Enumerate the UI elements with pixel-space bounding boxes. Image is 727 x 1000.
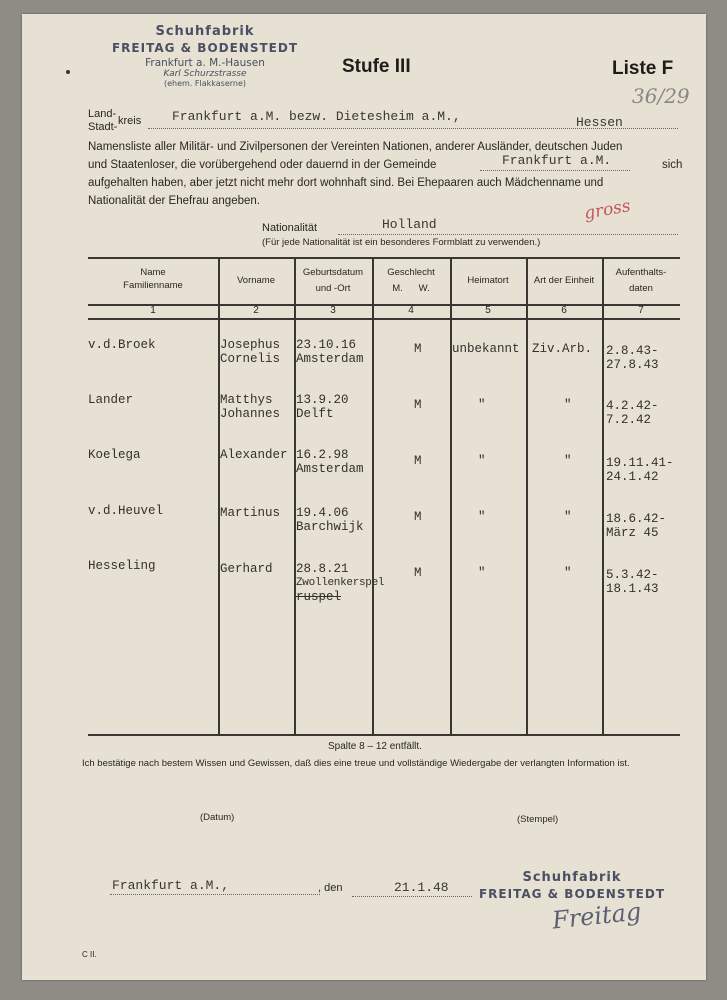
row-2-sex: M [414, 398, 422, 412]
row-3-dat-2: 24.1.42 [606, 470, 659, 484]
date-value: 21.1.48 [394, 880, 449, 895]
header-name-l2: Familienname [123, 280, 183, 291]
row-4-dat-1: 18.6.42- [606, 512, 667, 526]
row-3-geb-1: 16.2.98 [296, 448, 349, 462]
header-vorname-l1: Vorname [236, 275, 276, 286]
row-4-geb-1: 19.4.06 [296, 506, 349, 520]
row-4-einheit: " [564, 510, 572, 524]
stadt-label: Stadt- [88, 121, 118, 133]
header-geschlecht [372, 266, 450, 295]
row-2-name: Lander [88, 393, 134, 407]
bottom-stamp-line-2: FREITAG & BODENSTEDT [478, 887, 666, 901]
document-page [22, 14, 706, 980]
header-geburt-l2: und -Ort [315, 283, 351, 294]
stamp-line-3: Frankfurt a. M.-Hausen [145, 57, 265, 69]
row-1-dat-1: 2.8.43- [606, 344, 659, 358]
row-4-sex: M [414, 510, 422, 524]
company-stamp-bottom [477, 870, 667, 901]
pencil-reference: 36/29 [632, 84, 690, 108]
stage-title: Stufe III [342, 56, 411, 77]
header-heimatort [450, 274, 526, 287]
row-4-geb-2: Barchwijk [296, 520, 364, 534]
footer-code: C II. [82, 950, 97, 959]
row-5-geb-1: 28.8.21 [296, 562, 349, 576]
row-1-sex: M [414, 342, 422, 356]
col-divider-2 [294, 258, 296, 734]
header-geburt-l1: Geburtsdatum [302, 267, 364, 278]
header-aufenthalt-l2: daten [629, 283, 653, 294]
punch-dot [66, 70, 70, 74]
row-3-geb-2: Amsterdam [296, 462, 364, 476]
row-5-geb-2: Zwollenkerspel [296, 577, 385, 589]
row-3-dat-1: 19.11.41- [606, 456, 674, 470]
colnum-5: 5 [485, 305, 491, 316]
row-1-vorname-1: Josephus [220, 338, 281, 352]
row-5-geb-3: ruspel [296, 590, 342, 604]
row-2-dat-2: 7.2.42 [606, 413, 652, 427]
place-value: Frankfurt a.M., [112, 878, 230, 893]
row-3-einheit: " [564, 454, 572, 468]
stamp-line-4: Karl Schurzstrasse [163, 69, 247, 79]
header-einheit-l1: Art der Einheit [533, 275, 595, 286]
nationality-line [338, 234, 678, 235]
colnum-7: 7 [638, 305, 644, 316]
header-geburt [294, 266, 372, 295]
row-2-geb-1: 13.9.20 [296, 393, 349, 407]
kreis-label: kreis [118, 115, 142, 127]
row-2-dat-1: 4.2.42- [606, 399, 659, 413]
row-2-einheit: " [564, 398, 572, 412]
header-heimatort-l1: Heimatort [467, 275, 509, 286]
header-geschlecht-l2: M. W. [392, 283, 430, 294]
nationality-value: Holland [382, 217, 437, 232]
row-5-dat-2: 18.1.43 [606, 582, 659, 596]
list-title: Liste F [612, 58, 674, 79]
datum-label: (Datum) [200, 812, 235, 823]
colnum-4: 4 [408, 305, 414, 316]
col-divider-5 [526, 258, 528, 734]
table-colnum-divider [88, 318, 680, 320]
gemeinde-line [480, 170, 630, 171]
row-5-einheit: " [564, 566, 572, 580]
header-einheit [526, 274, 602, 287]
state-value: Hessen [576, 115, 623, 130]
col-divider-3 [372, 258, 374, 734]
header-name-l1: Name [140, 267, 166, 278]
intro-line-1: Namensliste aller Militär- und Zivilpersonen der Vereinten Nationen, anderer Ausländer, deutschen Juden [88, 141, 623, 153]
col-divider-1 [218, 258, 220, 734]
nationality-label: Nationalität [262, 222, 318, 234]
row-1-einheit: Ziv.Arb. [532, 342, 593, 356]
header-vorname [218, 274, 294, 287]
intro-line-4: Nationalität der Ehefrau angeben. [88, 195, 260, 207]
den-label: , den [318, 882, 343, 894]
nationality-note: (Für jede Nationalität ist ein besonderes Formblatt zu verwenden.) [262, 237, 541, 248]
header-aufenthalt-l1: Aufenthalts- [615, 267, 667, 278]
row-1-name: v.d.Broek [88, 338, 156, 352]
colnum-6: 6 [561, 305, 567, 316]
row-2-vorname-1: Matthys [220, 393, 273, 407]
intro-line-3: aufgehalten haben, aber jetzt nicht mehr dort wohnhaft sind. Bei Ehepaaren auch Mädchenname und [88, 177, 604, 189]
row-1-geb-1: 23.10.16 [296, 338, 357, 352]
header-aufenthalt [602, 266, 680, 295]
colnum-3: 3 [330, 305, 336, 316]
land-label: Land- [88, 108, 117, 120]
district-value: Frankfurt a.M. bezw. Dietesheim a.M., [172, 109, 461, 124]
company-stamp-top [110, 24, 300, 88]
intro-line-2b: sich [662, 159, 683, 171]
row-4-dat-2: März 45 [606, 526, 659, 540]
row-3-vorname-1: Alexander [220, 448, 288, 462]
confirmation-text: Ich bestätige nach bestem Wissen und Gewissen, daß dies eine treue und vollständige Wiedergabe der verlangten Information ist. [82, 758, 630, 769]
red-annotation: gross [582, 196, 633, 224]
stamp-line-1: Schuhfabrik [155, 24, 255, 39]
row-1-vorname-2: Cornelis [220, 352, 281, 366]
signature: Freitag [550, 897, 643, 935]
col-divider-4 [450, 258, 452, 734]
bottom-stamp-line-1: Schuhfabrik [522, 870, 622, 885]
row-1-dat-2: 27.8.43 [606, 358, 659, 372]
intro-line-2a: und Staatenloser, die vorübergehend oder dauernd in der Gemeinde [88, 159, 437, 171]
colnum-2: 2 [253, 305, 259, 316]
stamp-line-5: (ehem. Flakkaserne) [163, 79, 247, 88]
table-bottom-border [88, 734, 680, 736]
row-4-vorname-1: Martinus [220, 506, 281, 520]
place-line [110, 894, 320, 895]
row-3-name: Koelega [88, 448, 141, 462]
stamp-line-2: FREITAG & BODENSTEDT [111, 41, 299, 55]
row-2-heimat: " [478, 398, 486, 412]
colnum-1: 1 [150, 305, 156, 316]
row-5-heimat: " [478, 566, 486, 580]
table-header-divider [88, 304, 680, 306]
row-5-name: Hesseling [88, 559, 156, 573]
row-1-heimat: unbekannt [452, 342, 520, 356]
row-5-dat-1: 5.3.42- [606, 568, 659, 582]
row-3-heimat: " [478, 454, 486, 468]
col-divider-6 [602, 258, 604, 734]
header-name [88, 266, 218, 292]
row-5-vorname-1: Gerhard [220, 562, 273, 576]
row-5-sex: M [414, 566, 422, 580]
stempel-label: (Stempel) [517, 814, 559, 825]
row-1-geb-2: Amsterdam [296, 352, 364, 366]
row-4-name: v.d.Heuvel [88, 504, 164, 518]
table-top-border [88, 257, 680, 259]
gemeinde-value: Frankfurt a.M. [502, 153, 612, 168]
row-4-heimat: " [478, 510, 486, 524]
row-3-sex: M [414, 454, 422, 468]
row-2-vorname-2: Johannes [220, 407, 281, 421]
row-2-geb-2: Delft [296, 407, 334, 421]
table-footnote: Spalte 8 – 12 entfällt. [328, 741, 422, 752]
header-geschlecht-l1: Geschlecht [387, 267, 435, 278]
date-line [352, 896, 472, 897]
